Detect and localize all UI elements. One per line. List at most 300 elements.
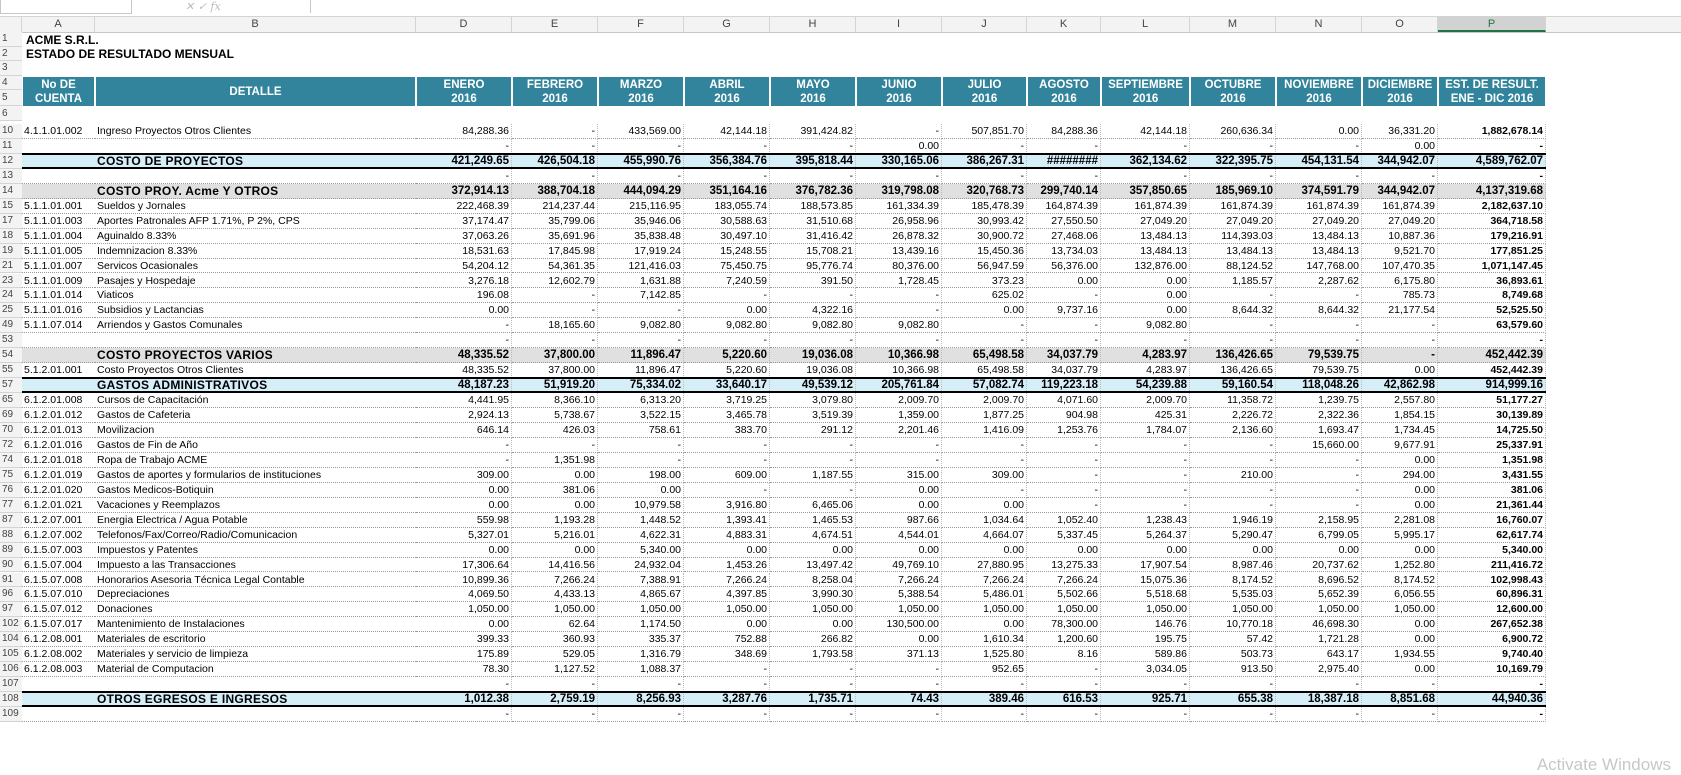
- month-value-cell[interactable]: 11,358.72: [1190, 393, 1276, 408]
- month-value-cell[interactable]: 5,995.17: [1362, 528, 1438, 543]
- total-cell[interactable]: 9,740.40: [1438, 647, 1546, 662]
- month-value-cell[interactable]: -: [942, 333, 1027, 348]
- row-header[interactable]: 3: [0, 61, 22, 76]
- row-header[interactable]: 91: [0, 573, 22, 588]
- month-value-cell[interactable]: 625.02: [942, 288, 1027, 303]
- account-number-cell[interactable]: [22, 184, 95, 199]
- total-cell[interactable]: 102,998.43: [1438, 573, 1546, 588]
- month-value-cell[interactable]: 299,740.14: [1027, 184, 1101, 199]
- row-header[interactable]: 2: [0, 47, 22, 62]
- month-value-cell[interactable]: 27,049.20: [1276, 214, 1362, 229]
- month-value-cell[interactable]: 1,050.00: [1276, 602, 1362, 617]
- month-value-cell[interactable]: -: [1276, 483, 1362, 498]
- month-value-cell[interactable]: 646.14: [416, 423, 512, 438]
- month-value-cell[interactable]: 3,719.25: [684, 393, 770, 408]
- detail-cell[interactable]: Cursos de Capacitación: [95, 393, 416, 408]
- month-value-cell[interactable]: 214,237.44: [512, 199, 598, 214]
- account-number-cell[interactable]: 5.1.1.01.003: [22, 214, 95, 229]
- month-value-cell[interactable]: -: [1276, 453, 1362, 468]
- total-cell[interactable]: 30,139.89: [1438, 408, 1546, 423]
- month-value-cell[interactable]: 8,258.04: [770, 573, 856, 588]
- month-value-cell[interactable]: 1,050.00: [512, 602, 598, 617]
- month-value-cell[interactable]: 9,737.16: [1027, 303, 1101, 318]
- account-number-cell[interactable]: 6.1.2.01.013: [22, 423, 95, 438]
- total-cell[interactable]: 177,851.25: [1438, 244, 1546, 259]
- month-value-cell[interactable]: 8,644.32: [1276, 303, 1362, 318]
- account-number-cell[interactable]: 5.1.1.01.005: [22, 244, 95, 259]
- month-value-cell[interactable]: 8,644.32: [1190, 303, 1276, 318]
- month-value-cell[interactable]: 4,283.97: [1101, 363, 1190, 378]
- account-number-cell[interactable]: [22, 333, 95, 348]
- month-value-cell[interactable]: 80,376.00: [856, 259, 942, 274]
- row-header[interactable]: 57: [0, 378, 22, 393]
- month-value-cell[interactable]: 3,276.18: [416, 274, 512, 289]
- account-number-cell[interactable]: [22, 348, 95, 363]
- month-value-cell[interactable]: 559.98: [416, 513, 512, 528]
- total-cell[interactable]: 52,525.50: [1438, 303, 1546, 318]
- account-number-cell[interactable]: 6.1.2.08.001: [22, 632, 95, 647]
- month-value-cell[interactable]: 5,388.54: [856, 587, 942, 602]
- account-number-cell[interactable]: 5.1.1.01.004: [22, 229, 95, 244]
- month-value-cell[interactable]: 444,094.29: [598, 184, 684, 199]
- month-value-cell[interactable]: -: [1190, 483, 1276, 498]
- month-value-cell[interactable]: -: [598, 333, 684, 348]
- month-value-cell[interactable]: 175.89: [416, 647, 512, 662]
- detail-cell[interactable]: Costo Proyectos Otros Clientes: [95, 363, 416, 378]
- account-number-cell[interactable]: 5.1.1.01.007: [22, 259, 95, 274]
- month-value-cell[interactable]: 84,288.36: [1027, 124, 1101, 139]
- month-value-cell[interactable]: -: [416, 438, 512, 453]
- month-value-cell[interactable]: -: [1276, 139, 1362, 154]
- month-value-cell[interactable]: 381.06: [512, 483, 598, 498]
- month-value-cell[interactable]: 13,734.03: [1027, 244, 1101, 259]
- month-value-cell[interactable]: -: [512, 677, 598, 692]
- month-value-cell[interactable]: 7,266.24: [684, 573, 770, 588]
- month-value-cell[interactable]: 344,942.07: [1362, 154, 1438, 169]
- month-value-cell[interactable]: 1,012.38: [416, 692, 512, 707]
- month-value-cell[interactable]: 9,082.80: [598, 318, 684, 333]
- account-number-cell[interactable]: [22, 139, 95, 154]
- month-value-cell[interactable]: 57.42: [1190, 632, 1276, 647]
- row-header[interactable]: 74: [0, 453, 22, 468]
- month-value-cell[interactable]: -: [1027, 139, 1101, 154]
- row-header[interactable]: 109: [0, 707, 22, 722]
- month-value-cell[interactable]: 0.00: [1362, 632, 1438, 647]
- row-header[interactable]: 49: [0, 318, 22, 333]
- total-cell[interactable]: 179,216.91: [1438, 229, 1546, 244]
- month-value-cell[interactable]: 30,497.10: [684, 229, 770, 244]
- month-value-cell[interactable]: 1,946.19: [1190, 513, 1276, 528]
- month-value-cell[interactable]: 0.00: [1190, 543, 1276, 558]
- month-value-cell[interactable]: 1,793.58: [770, 647, 856, 662]
- month-value-cell[interactable]: 37,174.47: [416, 214, 512, 229]
- month-value-cell[interactable]: 315.00: [856, 468, 942, 483]
- month-value-cell[interactable]: -: [1027, 677, 1101, 692]
- month-value-cell[interactable]: 0.00: [512, 468, 598, 483]
- month-value-cell[interactable]: 161,874.39: [1190, 199, 1276, 214]
- month-value-cell[interactable]: 0.00: [1362, 662, 1438, 677]
- month-value-cell[interactable]: -: [684, 453, 770, 468]
- total-cell[interactable]: 36,893.61: [1438, 274, 1546, 289]
- month-value-cell[interactable]: -: [1027, 318, 1101, 333]
- column-header-a[interactable]: A: [22, 17, 95, 32]
- month-value-cell[interactable]: 19,036.08: [770, 363, 856, 378]
- detail-cell[interactable]: GASTOS ADMINISTRATIVOS: [95, 378, 416, 393]
- month-value-cell[interactable]: -: [770, 333, 856, 348]
- month-value-cell[interactable]: 48,335.52: [416, 348, 512, 363]
- detail-cell[interactable]: [95, 333, 416, 348]
- row-header[interactable]: 88: [0, 528, 22, 543]
- row-header[interactable]: 19: [0, 244, 22, 259]
- month-value-cell[interactable]: -: [416, 169, 512, 184]
- month-value-cell[interactable]: 399.33: [416, 632, 512, 647]
- month-value-cell[interactable]: -: [1027, 333, 1101, 348]
- month-value-cell[interactable]: 161,874.39: [1276, 199, 1362, 214]
- month-value-cell[interactable]: -: [1190, 318, 1276, 333]
- month-value-cell[interactable]: 5,518.68: [1101, 587, 1190, 602]
- row-header[interactable]: 5: [0, 90, 22, 106]
- month-value-cell[interactable]: 132,876.00: [1101, 259, 1190, 274]
- total-cell[interactable]: 1,071,147.45: [1438, 259, 1546, 274]
- month-value-cell[interactable]: 1,416.09: [942, 423, 1027, 438]
- month-value-cell[interactable]: 79,539.75: [1276, 363, 1362, 378]
- month-value-cell[interactable]: 0.00: [684, 543, 770, 558]
- month-value-cell[interactable]: -: [1362, 169, 1438, 184]
- month-value-cell[interactable]: 2,226.72: [1190, 408, 1276, 423]
- month-value-cell[interactable]: 196.08: [416, 288, 512, 303]
- row-header[interactable]: 89: [0, 543, 22, 558]
- account-number-cell[interactable]: 6.1.2.08.003: [22, 662, 95, 677]
- month-value-cell[interactable]: 1,453.26: [684, 558, 770, 573]
- month-value-cell[interactable]: 2,009.70: [856, 393, 942, 408]
- month-value-cell[interactable]: 7,266.24: [1027, 573, 1101, 588]
- month-value-cell[interactable]: 48,335.52: [416, 363, 512, 378]
- month-value-cell[interactable]: -: [1276, 318, 1362, 333]
- column-header-l[interactable]: L: [1101, 17, 1190, 32]
- month-value-cell[interactable]: 57,082.74: [942, 378, 1027, 393]
- row-header[interactable]: 53: [0, 333, 22, 348]
- month-value-cell[interactable]: 455,990.76: [598, 154, 684, 169]
- month-value-cell[interactable]: 8,174.52: [1362, 573, 1438, 588]
- month-value-cell[interactable]: ########: [1027, 154, 1101, 169]
- month-value-cell[interactable]: 49,769.10: [856, 558, 942, 573]
- month-value-cell[interactable]: 6,056.55: [1362, 587, 1438, 602]
- month-value-cell[interactable]: 1,050.00: [856, 602, 942, 617]
- month-value-cell[interactable]: 4,069.50: [416, 587, 512, 602]
- month-value-cell[interactable]: 1,734.45: [1362, 423, 1438, 438]
- month-value-cell[interactable]: 183,055.74: [684, 199, 770, 214]
- total-cell[interactable]: 5,340.00: [1438, 543, 1546, 558]
- account-number-cell[interactable]: 6.1.5.07.010: [22, 587, 95, 602]
- month-value-cell[interactable]: 260,636.34: [1190, 124, 1276, 139]
- month-value-cell[interactable]: -: [856, 677, 942, 692]
- month-value-cell[interactable]: 7,142.85: [598, 288, 684, 303]
- total-cell[interactable]: -: [1438, 707, 1546, 722]
- month-value-cell[interactable]: 17,306.64: [416, 558, 512, 573]
- month-value-cell[interactable]: 4,283.97: [1101, 348, 1190, 363]
- month-value-cell[interactable]: 215,116.95: [598, 199, 684, 214]
- month-value-cell[interactable]: 0.00: [416, 498, 512, 513]
- row-header[interactable]: 108: [0, 692, 22, 707]
- row-header[interactable]: 65: [0, 393, 22, 408]
- month-value-cell[interactable]: 4,397.85: [684, 587, 770, 602]
- detail-cell[interactable]: Aguinaldo 8.33%: [95, 229, 416, 244]
- month-value-cell[interactable]: -: [1276, 333, 1362, 348]
- row-header[interactable]: 14: [0, 184, 22, 199]
- month-value-cell[interactable]: -: [770, 707, 856, 722]
- month-value-cell[interactable]: 56,376.00: [1027, 259, 1101, 274]
- row-header[interactable]: 54: [0, 348, 22, 363]
- month-value-cell[interactable]: -: [512, 303, 598, 318]
- month-value-cell[interactable]: 18,165.60: [512, 318, 598, 333]
- total-cell[interactable]: 1,882,678.14: [1438, 124, 1546, 139]
- account-number-cell[interactable]: 6.1.5.07.004: [22, 558, 95, 573]
- month-value-cell[interactable]: 391.50: [770, 274, 856, 289]
- month-value-cell[interactable]: -: [770, 677, 856, 692]
- month-value-cell[interactable]: 5,535.03: [1190, 587, 1276, 602]
- detail-cell[interactable]: Materiales de escritorio: [95, 632, 416, 647]
- month-value-cell[interactable]: 195.75: [1101, 632, 1190, 647]
- month-value-cell[interactable]: -: [598, 438, 684, 453]
- month-value-cell[interactable]: 1,252.80: [1362, 558, 1438, 573]
- month-value-cell[interactable]: 75,450.75: [684, 259, 770, 274]
- month-value-cell[interactable]: 24,932.04: [598, 558, 684, 573]
- month-value-cell[interactable]: 7,266.24: [856, 573, 942, 588]
- month-value-cell[interactable]: 383.70: [684, 423, 770, 438]
- month-value-cell[interactable]: 2,287.62: [1276, 274, 1362, 289]
- month-value-cell[interactable]: 0.00: [856, 139, 942, 154]
- month-value-cell[interactable]: -: [942, 169, 1027, 184]
- column-header-k[interactable]: K: [1027, 17, 1101, 32]
- month-value-cell[interactable]: -: [942, 707, 1027, 722]
- month-value-cell[interactable]: 35,691.96: [512, 229, 598, 244]
- month-value-cell[interactable]: 26,958.96: [856, 214, 942, 229]
- month-value-cell[interactable]: 421,249.65: [416, 154, 512, 169]
- month-value-cell[interactable]: 0.00: [512, 543, 598, 558]
- month-value-cell[interactable]: 0.00: [942, 498, 1027, 513]
- row-header[interactable]: 24: [0, 288, 22, 303]
- month-value-cell[interactable]: 5,738.67: [512, 408, 598, 423]
- month-value-cell[interactable]: -: [598, 139, 684, 154]
- month-value-cell[interactable]: 1,200.60: [1027, 632, 1101, 647]
- month-value-cell[interactable]: 0.00: [1362, 543, 1438, 558]
- month-value-cell[interactable]: 130,500.00: [856, 617, 942, 632]
- month-value-cell[interactable]: -: [942, 483, 1027, 498]
- total-cell[interactable]: 4,137,319.68: [1438, 184, 1546, 199]
- row-header[interactable]: 87: [0, 513, 22, 528]
- month-value-cell[interactable]: 371.13: [856, 647, 942, 662]
- month-value-cell[interactable]: 59,160.54: [1190, 378, 1276, 393]
- detail-cell[interactable]: Gastos de Fin de Año: [95, 438, 416, 453]
- detail-cell[interactable]: Ropa de Trabajo ACME: [95, 453, 416, 468]
- month-value-cell[interactable]: 13,484.13: [1276, 244, 1362, 259]
- month-value-cell[interactable]: -: [416, 318, 512, 333]
- month-value-cell[interactable]: -: [416, 139, 512, 154]
- month-value-cell[interactable]: 2,158.95: [1276, 513, 1362, 528]
- month-value-cell[interactable]: 1,050.00: [1190, 602, 1276, 617]
- month-value-cell[interactable]: 8,696.52: [1276, 573, 1362, 588]
- month-value-cell[interactable]: 185,969.10: [1190, 184, 1276, 199]
- detail-cell[interactable]: Depreciaciones: [95, 587, 416, 602]
- month-value-cell[interactable]: -: [1027, 483, 1101, 498]
- month-value-cell[interactable]: 1,525.80: [942, 647, 1027, 662]
- month-value-cell[interactable]: 1,934.55: [1362, 647, 1438, 662]
- account-number-cell[interactable]: 6.1.2.08.002: [22, 647, 95, 662]
- month-value-cell[interactable]: 374,591.79: [1276, 184, 1362, 199]
- month-value-cell[interactable]: -: [1101, 438, 1190, 453]
- month-value-cell[interactable]: -: [1027, 498, 1101, 513]
- account-number-cell[interactable]: [22, 154, 95, 169]
- month-value-cell[interactable]: 291.12: [770, 423, 856, 438]
- detail-cell[interactable]: Mantenimiento de Instalaciones: [95, 617, 416, 632]
- month-value-cell[interactable]: 1,631.88: [598, 274, 684, 289]
- month-value-cell[interactable]: -: [1027, 662, 1101, 677]
- detail-cell[interactable]: COSTO DE PROYECTOS: [95, 154, 416, 169]
- row-header[interactable]: 55: [0, 363, 22, 378]
- month-value-cell[interactable]: 1,050.00: [942, 602, 1027, 617]
- account-number-cell[interactable]: 5.1.1.07.014: [22, 318, 95, 333]
- month-value-cell[interactable]: 433,569.00: [598, 124, 684, 139]
- month-value-cell[interactable]: 356,384.76: [684, 154, 770, 169]
- month-value-cell[interactable]: 35,838.48: [598, 229, 684, 244]
- total-cell[interactable]: -: [1438, 139, 1546, 154]
- month-value-cell[interactable]: 17,919.24: [598, 244, 684, 259]
- month-value-cell[interactable]: 507,851.70: [942, 124, 1027, 139]
- month-value-cell[interactable]: 0.00: [1276, 543, 1362, 558]
- month-value-cell[interactable]: -: [684, 677, 770, 692]
- month-value-cell[interactable]: 13,439.16: [856, 244, 942, 259]
- month-value-cell[interactable]: 42,862.98: [1362, 378, 1438, 393]
- month-value-cell[interactable]: 4,322.16: [770, 303, 856, 318]
- month-value-cell[interactable]: 15,450.36: [942, 244, 1027, 259]
- row-header[interactable]: 12: [0, 154, 22, 169]
- total-cell[interactable]: 452,442.39: [1438, 348, 1546, 363]
- month-value-cell[interactable]: -: [1101, 677, 1190, 692]
- month-value-cell[interactable]: 913.50: [1190, 662, 1276, 677]
- month-value-cell[interactable]: -: [512, 438, 598, 453]
- month-value-cell[interactable]: 9,521.70: [1362, 244, 1438, 259]
- month-value-cell[interactable]: 388,704.18: [512, 184, 598, 199]
- month-value-cell[interactable]: 31,510.68: [770, 214, 856, 229]
- month-value-cell[interactable]: 1,127.52: [512, 662, 598, 677]
- month-value-cell[interactable]: 9,082.80: [684, 318, 770, 333]
- month-value-cell[interactable]: 27,550.50: [1027, 214, 1101, 229]
- month-value-cell[interactable]: -: [942, 139, 1027, 154]
- month-value-cell[interactable]: 1,034.64: [942, 513, 1027, 528]
- month-value-cell[interactable]: 8,987.46: [1190, 558, 1276, 573]
- month-value-cell[interactable]: -: [512, 288, 598, 303]
- month-value-cell[interactable]: -: [1101, 453, 1190, 468]
- month-value-cell[interactable]: -: [1190, 288, 1276, 303]
- month-value-cell[interactable]: 48,187.23: [416, 378, 512, 393]
- month-value-cell[interactable]: 1,050.00: [598, 602, 684, 617]
- month-value-cell[interactable]: 1,050.00: [1362, 602, 1438, 617]
- month-value-cell[interactable]: 54,361.35: [512, 259, 598, 274]
- month-value-cell[interactable]: 21,177.54: [1362, 303, 1438, 318]
- row-header[interactable]: 25: [0, 303, 22, 318]
- month-value-cell[interactable]: 0.00: [1362, 617, 1438, 632]
- detail-cell[interactable]: Donaciones: [95, 602, 416, 617]
- column-header-p[interactable]: P: [1438, 17, 1546, 32]
- month-value-cell[interactable]: 503.73: [1190, 647, 1276, 662]
- row-header[interactable]: 69: [0, 408, 22, 423]
- row-header[interactable]: 105: [0, 647, 22, 662]
- month-value-cell[interactable]: 0.00: [1101, 543, 1190, 558]
- month-value-cell[interactable]: -: [856, 303, 942, 318]
- month-value-cell[interactable]: 309.00: [416, 468, 512, 483]
- month-value-cell[interactable]: 0.00: [856, 543, 942, 558]
- row-header[interactable]: 18: [0, 229, 22, 244]
- row-header[interactable]: 77: [0, 498, 22, 513]
- month-value-cell[interactable]: -: [1276, 707, 1362, 722]
- month-value-cell[interactable]: 1,693.47: [1276, 423, 1362, 438]
- month-value-cell[interactable]: 5,652.39: [1276, 587, 1362, 602]
- month-value-cell[interactable]: 344,942.07: [1362, 184, 1438, 199]
- month-value-cell[interactable]: 185,478.39: [942, 199, 1027, 214]
- month-value-cell[interactable]: 5,290.47: [1190, 528, 1276, 543]
- month-value-cell[interactable]: 30,993.42: [942, 214, 1027, 229]
- month-value-cell[interactable]: 95,776.74: [770, 259, 856, 274]
- month-value-cell[interactable]: 15,660.00: [1276, 438, 1362, 453]
- account-number-cell[interactable]: [22, 169, 95, 184]
- month-value-cell[interactable]: 2,924.13: [416, 408, 512, 423]
- row-header[interactable]: 15: [0, 199, 22, 214]
- month-value-cell[interactable]: 13,484.13: [1276, 229, 1362, 244]
- month-value-cell[interactable]: 121,416.03: [598, 259, 684, 274]
- month-value-cell[interactable]: 3,287.76: [684, 692, 770, 707]
- row-header[interactable]: 104: [0, 632, 22, 647]
- month-value-cell[interactable]: 1,050.00: [416, 602, 512, 617]
- row-header[interactable]: 13: [0, 169, 22, 184]
- month-value-cell[interactable]: 589.86: [1101, 647, 1190, 662]
- total-cell[interactable]: 267,652.38: [1438, 617, 1546, 632]
- total-cell[interactable]: -: [1438, 169, 1546, 184]
- month-value-cell[interactable]: 15,708.21: [770, 244, 856, 259]
- month-value-cell[interactable]: 49,539.12: [770, 378, 856, 393]
- month-value-cell[interactable]: -: [1190, 139, 1276, 154]
- month-value-cell[interactable]: 26,878.32: [856, 229, 942, 244]
- month-value-cell[interactable]: -: [512, 169, 598, 184]
- detail-cell[interactable]: [95, 677, 416, 692]
- month-value-cell[interactable]: 33,640.17: [684, 378, 770, 393]
- month-value-cell[interactable]: 309.00: [942, 468, 1027, 483]
- row-header[interactable]: 102: [0, 617, 22, 632]
- total-cell[interactable]: 211,416.72: [1438, 558, 1546, 573]
- month-value-cell[interactable]: 17,907.54: [1101, 558, 1190, 573]
- total-cell[interactable]: 44,940.36: [1438, 692, 1546, 707]
- month-value-cell[interactable]: 36,331.20: [1362, 124, 1438, 139]
- month-value-cell[interactable]: -: [1101, 483, 1190, 498]
- month-value-cell[interactable]: -: [1101, 169, 1190, 184]
- month-value-cell[interactable]: 1,784.07: [1101, 423, 1190, 438]
- month-value-cell[interactable]: 0.00: [598, 483, 684, 498]
- month-value-cell[interactable]: -: [1101, 468, 1190, 483]
- column-header-g[interactable]: G: [684, 17, 770, 32]
- account-number-cell[interactable]: 4.1.1.01.002: [22, 124, 95, 139]
- month-value-cell[interactable]: -: [1362, 333, 1438, 348]
- month-value-cell[interactable]: 330,165.06: [856, 154, 942, 169]
- total-cell[interactable]: 364,718.58: [1438, 214, 1546, 229]
- month-value-cell[interactable]: 27,049.20: [1362, 214, 1438, 229]
- month-value-cell[interactable]: 1,465.53: [770, 513, 856, 528]
- month-value-cell[interactable]: -: [1190, 438, 1276, 453]
- column-header-f[interactable]: F: [598, 17, 684, 32]
- month-value-cell[interactable]: 904.98: [1027, 408, 1101, 423]
- account-number-cell[interactable]: 6.1.2.07.001: [22, 513, 95, 528]
- month-value-cell[interactable]: 320,768.73: [942, 184, 1027, 199]
- month-value-cell[interactable]: -: [770, 169, 856, 184]
- account-number-cell[interactable]: 6.1.2.01.016: [22, 438, 95, 453]
